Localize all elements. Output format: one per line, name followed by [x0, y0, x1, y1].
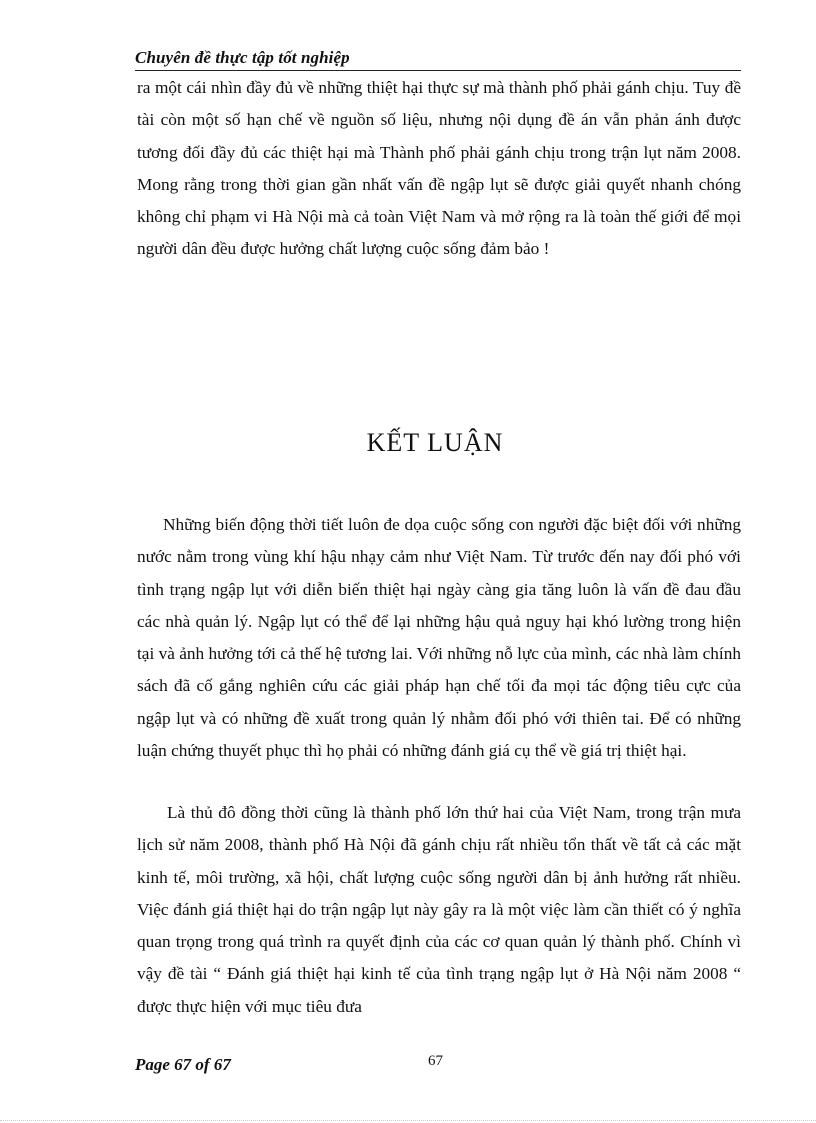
header-divider [135, 70, 741, 71]
footer-page-number: 67 [428, 1053, 443, 1069]
header-title: Chuyên đề thực tập tốt nghiệp [135, 48, 350, 67]
intro-paragraph: ra một cái nhìn đầy đủ về những thiệt hại thực sự mà thành phố phải gánh chịu. Tuy đề tài còn một số hạn chế về nguồn số liệu, nhưng nội dụng đề án vẫn phản ánh được tương đối đầy đủ các thiệt hại mà Thành phố phải gánh chịu trong trận lụt năm 2008. Mong rằng trong thời gian gần nhất vấn đề ngập lụt sẽ được giải quyết nhanh chóng không chỉ phạm vi Hà Nội mà cả toàn Việt Nam và mở rộng ra là toàn thế giới để mọi người dân đều được hưởng chất lượng cuộc sống đảm bảo ! [137, 78, 741, 259]
conclusion-paragraph-1: Những biến động thời tiết luôn đe dọa cuộc sống con người đặc biệt đối với những nước nằm trong vùng khí hậu nhạy cảm như Việt Nam. Từ trước đến nay đối phó với tình trạng ngập lụt với diễn biến thiệt hại ngày càng gia tăng luôn là vấn đề đau đầu các nhà quản lý. Ngập lụt có thể để lại những hậu quả nguy hại khó lường trong hiện tại và ảnh hưởng tới cả thế hệ tương lai. Với những nỗ lực của mình, các nhà làm chính sách đã cố gắng nghiên cứu các giải pháp hạn chế tối đa mọi tác động tiêu cực của ngập lụt và có những đề xuất trong quản lý nhằm đối phó với thiên tai. Để có những luận chứng thuyết phục thì họ phải có những đánh giá cụ thể về giá trị thiệt hại. [137, 515, 741, 761]
conclusion-heading: KẾT LUẬN [366, 428, 504, 457]
footer-page-label: Page 67 of 67 [135, 1055, 231, 1074]
page-bottom-border [0, 1120, 816, 1121]
conclusion-paragraph-2: Là thủ đô đồng thời cũng là thành phố lớn thứ hai của Việt Nam, trong trận mưa lịch sử năm 2008, thành phố Hà Nội đã gánh chịu rất nhiều tổn thất về tất cả các mặt kinh tế, môi trường, xã hội, chất lượng cuộc sống người dân bị ảnh hưởng rất nhiều. Việc đánh giá thiệt hại do trận ngập lụt này gây ra là một việc làm cần thiết có ý nghĩa quan trọng trong quá trình ra quyết định của các cơ quan quản lý thành phố. Chính vì vậy đề tài “ Đánh giá thiệt hại kinh tế của tình trạng ngập lụt ở Hà Nội năm 2008 “ được thực hiện với mục tiêu đưa [137, 803, 741, 1016]
